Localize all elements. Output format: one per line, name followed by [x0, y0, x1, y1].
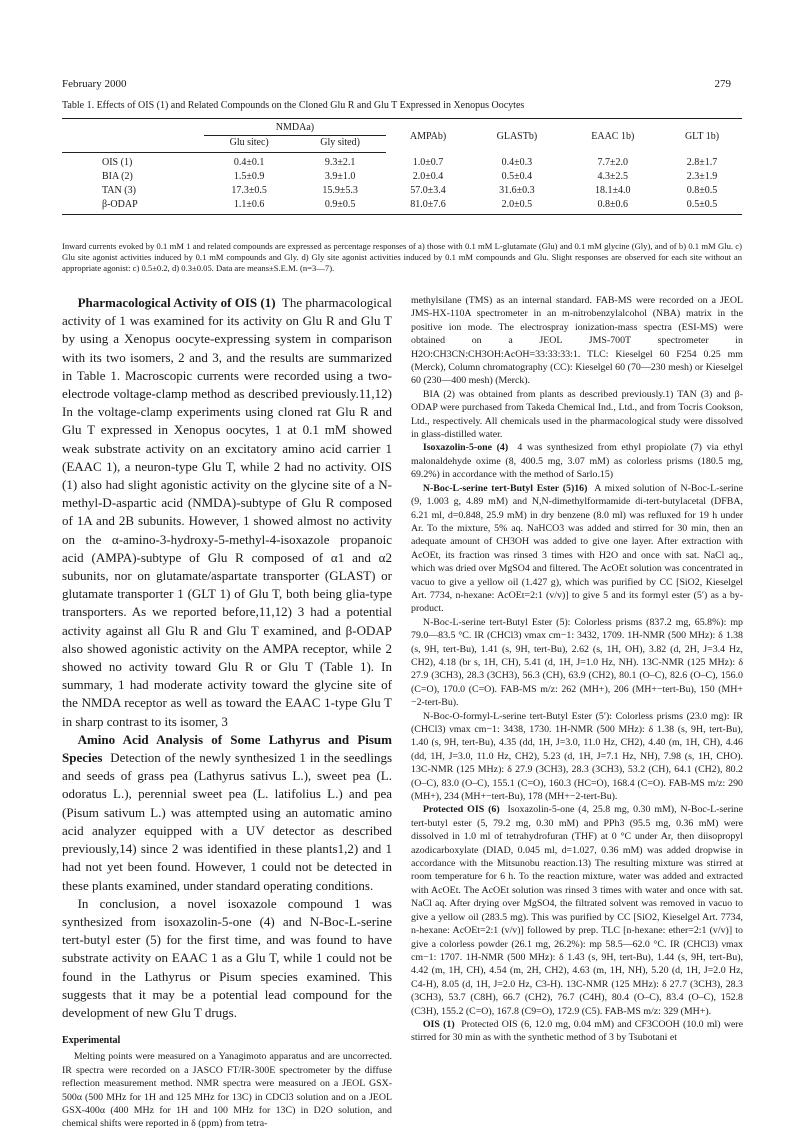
- table-cell: 0.9±0.5: [294, 198, 386, 215]
- table-cell: 57.0±3.4: [410, 185, 446, 196]
- table-cell: 9.3±2.1: [324, 157, 356, 168]
- col-header-glu-site: Glu sitec): [204, 136, 294, 153]
- row-label: TAN (3): [102, 185, 136, 196]
- paragraph: [62, 731, 392, 895]
- table-row: [62, 153, 742, 171]
- table-cell: 81.0±7.6: [386, 198, 470, 215]
- table-cell: 18.1±4.0: [595, 185, 631, 196]
- paragraph: [62, 294, 392, 731]
- table-cell: 1.1±0.6: [204, 198, 294, 215]
- table-caption: Table 1. Effects of OIS (1) and Related Compounds on the Cloned Glu R and Glu T Expressed in Xenopus Oocytes: [62, 100, 525, 111]
- col-header-ampa: AMPAb): [386, 119, 470, 153]
- running-header: [62, 78, 731, 94]
- section-heading: Pharmacological Activity of OIS (1): [77, 295, 276, 310]
- table-footnote: Inward currents evoked by 0.1 mM 1 and related compounds are expressed as percentage responses of a) those with 0.1 mM L-glutamate (Glu) and 0.1 mM glycine (Gly), and of b) 0.1 mM Glu. c) Glu site agonist activities induced by 0.1 mM compounds and Gly. d) Gly site agonist activities induced by 0.1 mM compounds and Glu. Slight responses are observed for each site without an appropriate agonist: c) 0.5±0.2, d) 0.3±0.05. Data are means±S.E.M. (n=3—7).: [62, 241, 742, 273]
- paragraph: [411, 482, 743, 616]
- paragraph: [411, 441, 743, 481]
- paragraph-text: Protected OIS (6, 12.0 mg, 0.04 mM) and CF3COOH (10.0 ml) were stirred for 30 min as with the synthetic method of 3 by Tsubotani et: [411, 1018, 744, 1044]
- left-column: [62, 294, 392, 1131]
- paragraph-text: A mixed solution of N-Boc-L-serine (9, 1.003 g, 4.89 mM) and N,N-dimethylformamide di-tert-butylacetal (DFBA, 6.21 ml, d=0.848, 25.9 mM) in dry benzene (8.0 ml) was refluxed for 19 h under Ar. To the mixture, 5% aq. NaHCO3 was added and stirred for 30 min, then an adequate amount of CH3OH was added to give one layer. After extraction with AcOEt, its fraction was rinsed 3 times with H2O and once with sat. NaCl aq., which was dried over MgSO4 and filtered. The AcOEt solution was concentrated in vacuo to give a yellow oil (1.427 g), which was purified by CC [SiO2, Kieselgel Art. 7734, n-hexane: AcOEt=2:1 (v/v)] to give 5 and its formyl ester (5′) as a by-product.: [411, 482, 743, 615]
- table-cell: 2.8±1.7: [686, 156, 718, 168]
- section-heading: OIS (1): [422, 1018, 455, 1030]
- paragraph-text: The pharmacological activity of 1 was examined for its activity on Glu R and Glu T by using a Xenopus oocyte-expressing system in comparison with its two isomers, 2 and 3, and the results are summarized in Table 1. Macroscopic currents were recorded using a two-electrode voltage-clamp method as described previously.11,12) In the voltage-clamp experiments using cloned rat Glu R and Glu T expressed in Xenopus oocytes, 1 at 0.1 mM showed weak substrate activity on an excitatory amino acid carrier 1 (EAAC 1), a neuron-type Glu T, while 2 had no activity. OIS (1) also had slight agonistic activity on the glycine site of a N-methyl-D-aspartic acid (NMDA)-subtype of Glu R composed of 1A and 2B subunits. However, 1 showed almost no activity on the α-amino-3-hydroxy-5-methyl-4-isoxazole propanoic acid (AMPA)-subtype of Glu R composed of α1 and α2 subunits, nor on glutamate/aspartate transporter (GLAST) or glutamate transporter 1 (GLT 1) of Glu T, both being glia-type transporters. As we reported before,11,12) 3 had a potential activity against all Glu R and Glu T examined, and β-ODAP also showed agonistic activity on the AMPA receptor, while 2 showed no activity toward Glu R or Glu T (Table 1). In summary, 1 had moderate activity toward the glycine site of the NMDA receptor as well as toward the EAAC 1-type Glu T in sharp contrast to its isomer, 3: [62, 295, 393, 729]
- section-heading: Experimental: [62, 1035, 121, 1047]
- paragraph-text: In conclusion, a novel isoxazole compound 1 was synthesized from isoxazolin-5-one (4) and N-Boc-L-serine tert-butyl ester (5) for the first time, and was found to have substrate activity on EAAC 1 as a Glu T, while 1 could not be found in the Lathyrus or Pisum species examined. This suggests that it may be a potential lead compound for the development of new Glu T drugs.: [62, 895, 392, 1020]
- section-heading: Protected OIS (6): [422, 804, 500, 816]
- table-cell: 0.5±0.5: [662, 198, 742, 215]
- row-label: OIS (1): [102, 157, 133, 168]
- row-label: BIA (2): [102, 171, 133, 182]
- section-heading: N-Boc-L-serine tert-Butyl Ester (5)16): [422, 482, 588, 494]
- paragraph-text: methylsilane (TMS) as an internal standard. FAB-MS were recorded on a JEOL JMS-HX-110A spectrometer in an m-nitrobenzylalcohol (NBA) matrix in the positive ion mode. The electrospray ionization-mass spectra (ESI-MS) were obtained on a JEOL JMS-700T spectrometer in H2O:CH3CN:CH3OH:AcOH=33:33:33:1. TLC: Kieselgel 60 F254 0.25 mm (Merck), Column chromatography (CC): Kieselgel 60 (70—230 mesh) or Kieselgel 60 (230—400 mesh) (Merck).: [411, 295, 743, 387]
- col-header-glast: GLASTb): [470, 119, 563, 153]
- paragraph: [411, 1018, 743, 1045]
- table-row: [62, 184, 742, 198]
- table-row: [62, 198, 742, 215]
- table-cell: 17.3±0.5: [231, 185, 267, 196]
- right-column: [411, 294, 743, 1045]
- row-label: β-ODAP: [62, 198, 204, 215]
- page-number: 279: [714, 78, 731, 90]
- table-cell: 31.6±0.3: [499, 185, 535, 196]
- table-cell: 1.0±0.7: [412, 156, 444, 168]
- col-header-eaac1: EAAC 1b): [564, 119, 663, 153]
- paragraph-text: N-Boc-L-serine tert-Butyl Ester (5): Colorless prisms (837.2 mg, 65.8%): mp 79.0—83.5 °C. IR (CHCl3) νmax cm−1: 3432, 1709. 1H-NMR (500 MHz): δ 1.38 (s, 9H, tert-Bu), 1.41 (s, 9H, tert-Bu), 2.62 (s, 1H, OH), 3.82 (d, 2H, J=3.4 Hz, CH2), 4.18 (br s, 1H, CH), 5.41 (d, 1H, J=1.0 Hz, NH). 13C-NMR (125 MHz): δ 27.9 (3CH3), 28.3 (3CH3), 56.3 (CH), 63.9 (CH2), 80.1 (O–C), 82.6 (O–C), 156.0 (C=O), 170.0 (C=O). FAB-MS m/z: 262 (MH+), 206 (MH+−tert-Bu), 150 (MH+−2-tert-Bu).: [411, 616, 743, 709]
- table-cell: 0.8±0.5: [686, 185, 718, 196]
- table-cell: 3.9±1.0: [324, 171, 356, 182]
- paragraph-text: N-Boc-O-formyl-L-serine tert-Butyl Ester (5′): Colorless prisms (23.0 mg): IR (CHCl3) νmax cm−1: 3438, 1730. 1H-NMR (500 MHz): δ 1.38 (s, 9H, tert-Bu), 1.40 (s, 9H, tert-Bu), 4.35 (dd, 1H, J=3.0, 11.0 Hz, CH2), 4.40 (m, 1H, CH), 4.46 (dd, 1H, J=3.0, 11.0 Hz, CH2), 5.23 (d, 1H, J=7.1 Hz, NH), 7.98 (s, 1H, CHO). 13C-NMR (125 MHz): δ 27.9 (3CH3), 28.3 (3CH3), 53.2 (CH), 64.1 (CH2), 80.2 (O–C), 83.0 (O–C), 155.1 (C=O), 160.3 (HC=O), 168.4 (C=O). FAB-MS m/z: 290 (MH+), 234 (MH+−tert-Bu), 178 (MH+−2-tert-Bu).: [411, 710, 743, 803]
- paragraph-text: Isoxazolin-5-one (4, 25.8 mg, 0.30 mM), N-Boc-L-serine tert-butyl ester (5, 79.2 mg, 0.30 mM) and PPh3 (95.5 mg, 0.36 mM) were dissolved in 1.0 ml of tetrahydrofuran (THF) at 0 °C under Ar, then diisopropyl azodicarboxylate (DIAD, 0.045 ml, d=1.027, 0.36 mM) was added dropwise in accordance with the Mitsunobu reaction.13) The resulting mixture was stirred at room temperature for 6 h. To the reaction mixture, water was added and extracted with AcOEt. The AcOEt solution was rinsed 3 times with water and once with sat. NaCl aq. After drying over MgSO4, the filtrated solvent was removed in vacuo to give a yellow oil (283.5 mg). This was purified by CC [SiO2, Kieselgel Art. 7734, n-hexane: AcOEt=2:1 (v/v)] followed by prep. TLC [n-hexane: ether=2:1 (v/v)] to give a colorless powder (26.1 mg, 26.2%): mp 58.5—62.0 °C. IR (CHCl3) νmax cm−1: 1707. 1H-NMR (500 MHz): δ 1.43 (s, 9H, tert-Bu), 1.44 (s, 9H, tert-Bu), 4.42 (m, 1H, CH), 4.54 (m, 2H, CH2), 4.63 (m, 1H, NH), 5.20 (d, 1H, J=2.0 Hz, C4-H), 8.05 (d, 1H, J=2.0 Hz, C3-H). 13C-NMR (125 MHz): δ 27.7 (3CH3), 28.3 (3CH3), 53.7 (C8H), 66.7 (CH2), 76.7 (C4H), 80.4 (O–C), 83.4 (O–C), 152.8 (C3H), 155.2 (C=O), 167.8 (C9=O), 172.9 (C5). FAB-MS m/z: 329 (MH+).: [411, 804, 743, 1017]
- results-table: [62, 118, 742, 215]
- table-cell: 2.0±0.5: [470, 198, 563, 215]
- table-cell: 2.3±1.9: [686, 171, 718, 182]
- table-cell: 4.3±2.5: [597, 171, 629, 182]
- header-date: February 2000: [62, 78, 127, 90]
- paragraph-text: BIA (2) was obtained from plants as described previously.1) TAN (3) and β-ODAP were purchased from Takeda Chemical Ind., Ltd., and from Tocris Cookson, Ltd., respectively. All chemicals used in the pharmacological study were dissolved in glass-distilled water.: [411, 388, 743, 441]
- table-cell: 7.7±2.0: [597, 156, 629, 168]
- paragraph-text: Detection of the newly synthesized 1 in the seedlings and seeds of grass pea (Lathyrus sativus L.), sweet pea (L. odoratus L.), perennial sweet pea (L. latifolius L.) and pea (Pisum sativum L.) was attempted using an automatic amino acid analyzer equipped with a UV detector as described previously,14) since 2 was identified in these plants1,2) and 1 had not yet been found. However, 1 could not be detected in these plants examined, under standard operating conditions.: [62, 750, 393, 893]
- section-heading: Amino Acid Analysis of Some Lathyrus and Pisum Species: [62, 731, 392, 766]
- table-cell: 1.5±0.9: [233, 171, 265, 182]
- table-cell: 0.4±0.3: [501, 156, 533, 168]
- paragraph-text: 4 was synthesized from ethyl propiolate (7) via ethyl malonaldehyde oxime (8, 400.5 mg, 3.07 mM) as colorless prisms (180.5 mg, 69.2%) in accordance with the method of Sarlo.15): [411, 442, 744, 481]
- table-cell: 15.9±5.3: [322, 185, 358, 196]
- table-cell: 0.5±0.4: [501, 171, 533, 182]
- table-cell: 0.4±0.1: [233, 157, 265, 168]
- table-row: [62, 170, 742, 184]
- table-cell: 0.8±0.6: [564, 198, 663, 215]
- paragraph-text: Melting points were measured on a Yanagimoto apparatus and are uncorrected. IR spectra were recorded on a JASCO FT/IR-300E spectrometer by the diffuse reflection measurement method. NMR spectra were measured on a JEOL GSX-500α (500 MHz for 1H and 125 MHz for 13C) in CDCl3 solution and on a JEOL GSX-400α (400 MHz for 1H and 100 MHz for 13C) in D2O solution, and chemical shifts were reported in δ (ppm) from tetra-: [62, 1051, 392, 1130]
- col-header-gly-site: Gly sited): [294, 136, 386, 153]
- paragraph: [411, 803, 743, 1018]
- section-heading: Isoxazolin-5-one (4): [422, 442, 509, 454]
- table-cell: 2.0±0.4: [412, 171, 444, 182]
- nmda-group-header: NMDAa): [204, 119, 386, 136]
- col-header-glt1: GLT 1b): [662, 119, 742, 153]
